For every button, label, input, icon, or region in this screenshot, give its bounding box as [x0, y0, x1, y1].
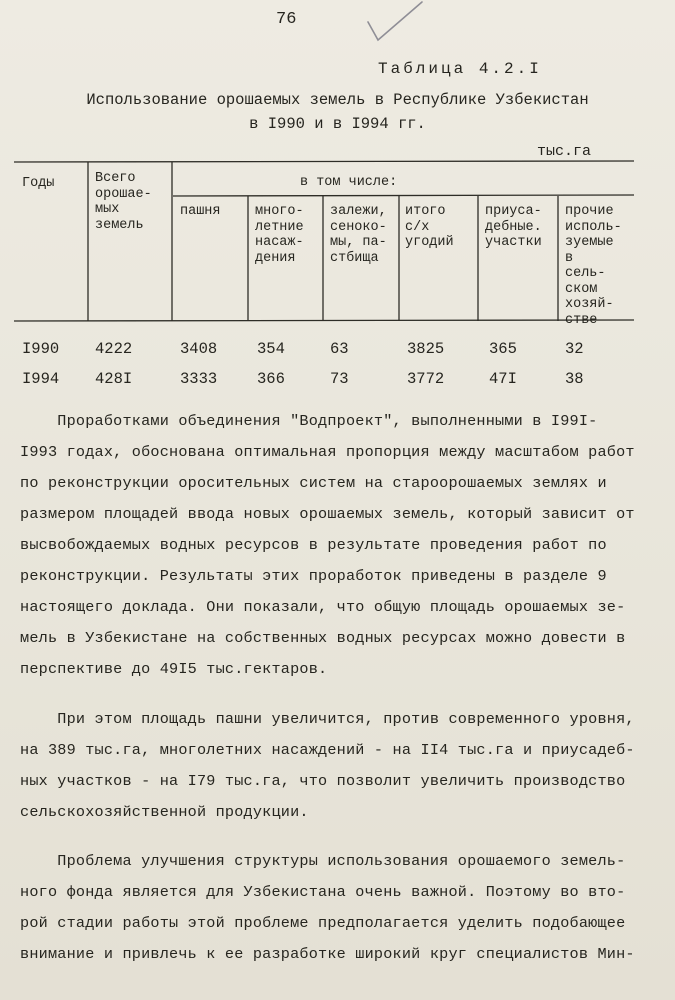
table-cell: 3333 [180, 370, 218, 388]
table-cell: I990 [22, 340, 60, 358]
table-cell: 366 [257, 370, 285, 388]
text-line: ных участков - на I79 тыс.га, что позволит увеличить производство [20, 772, 626, 790]
header-household-plots: приуса- дебные. участки [485, 204, 542, 250]
table-label: Таблица 4.2.I [378, 60, 542, 78]
table-cell: 32 [565, 340, 584, 358]
page-number: 76 [276, 10, 297, 29]
table-title-line: Использование орошаемых земель в Республике Узбекистан [86, 91, 589, 109]
text-line: по реконструкции оросительных систем на староорошаемых землях и [20, 474, 607, 492]
header-fallow-pasture: залежи, сеноко- мы, па- стбища [330, 204, 387, 266]
paragraph-vodproekt-study [20, 406, 640, 685]
header-years: Годы [22, 176, 55, 191]
text-line: перспективе до 49I5 тыс.гектаров. [20, 660, 328, 678]
header-total-agri: итого с/х угодий [405, 204, 454, 250]
header-group-including: в том числе: [300, 175, 398, 190]
text-line: внимание и привлечь к ее разработке широкий круг специалистов Мин- [20, 945, 635, 963]
text-line: размером площадей ввода новых орошаемых земель, который зависит от [20, 505, 635, 523]
table-cell: 63 [330, 340, 349, 358]
text-line: При этом площадь пашни увеличится, против современного уровня, [20, 710, 635, 728]
text-line: на 389 тыс.га, многолетних насаждений - на II4 тыс.га и приусадеб- [20, 741, 635, 759]
paragraph-land-structure-problem [20, 846, 640, 970]
table-cell: 365 [489, 340, 517, 358]
table-cell: 73 [330, 370, 349, 388]
text-line: I993 годах, обоснована оптимальная пропорция между масштабом работ [20, 443, 635, 461]
table-cell: 3772 [407, 370, 445, 388]
table-cell: 4222 [95, 340, 133, 358]
table-cell: I994 [22, 370, 60, 388]
table-cell: 428I [95, 370, 133, 388]
text-line: рой стадии работы этой проблеме предполагается уделить подобающее [20, 914, 626, 932]
text-line: Проблема улучшения структуры использования орошаемого земель- [20, 852, 626, 870]
table-cell: 3825 [407, 340, 445, 358]
paragraph-area-increase [20, 704, 640, 828]
text-line: сельскохозяйственной продукции. [20, 803, 309, 821]
text-line: высвобождаемых водных ресурсов в результате проведения работ по [20, 536, 607, 554]
table-cell: 354 [257, 340, 285, 358]
header-other-used: прочие исполь- зуемые в сель- ском хозяй- стве [565, 204, 622, 328]
text-line: реконструкции. Результаты этих проработок приведены в разделе 9 [20, 567, 607, 585]
table-unit: тыс.га [537, 143, 592, 160]
text-line: мель в Узбекистане на собственных водных ресурсах можно довести в [20, 629, 626, 647]
header-perennial: много- летние насаж- дения [255, 204, 304, 266]
text-line: настоящего доклада. Они показали, что общую площадь орошаемых зе- [20, 598, 626, 616]
header-arable: пашня [180, 204, 221, 219]
table-cell: 38 [565, 370, 584, 388]
text-line: ного фонда является для Узбекистана очень важной. Поэтому во вто- [20, 883, 626, 901]
table-title-line: в I990 и в I994 гг. [249, 115, 426, 133]
table-cell: 47I [489, 370, 517, 388]
text-line: Проработками объединения "Водпроект", выполненными в I99I- [20, 412, 598, 430]
table-cell: 3408 [180, 340, 218, 358]
header-total: Всего орошае- мых земель [95, 171, 152, 233]
